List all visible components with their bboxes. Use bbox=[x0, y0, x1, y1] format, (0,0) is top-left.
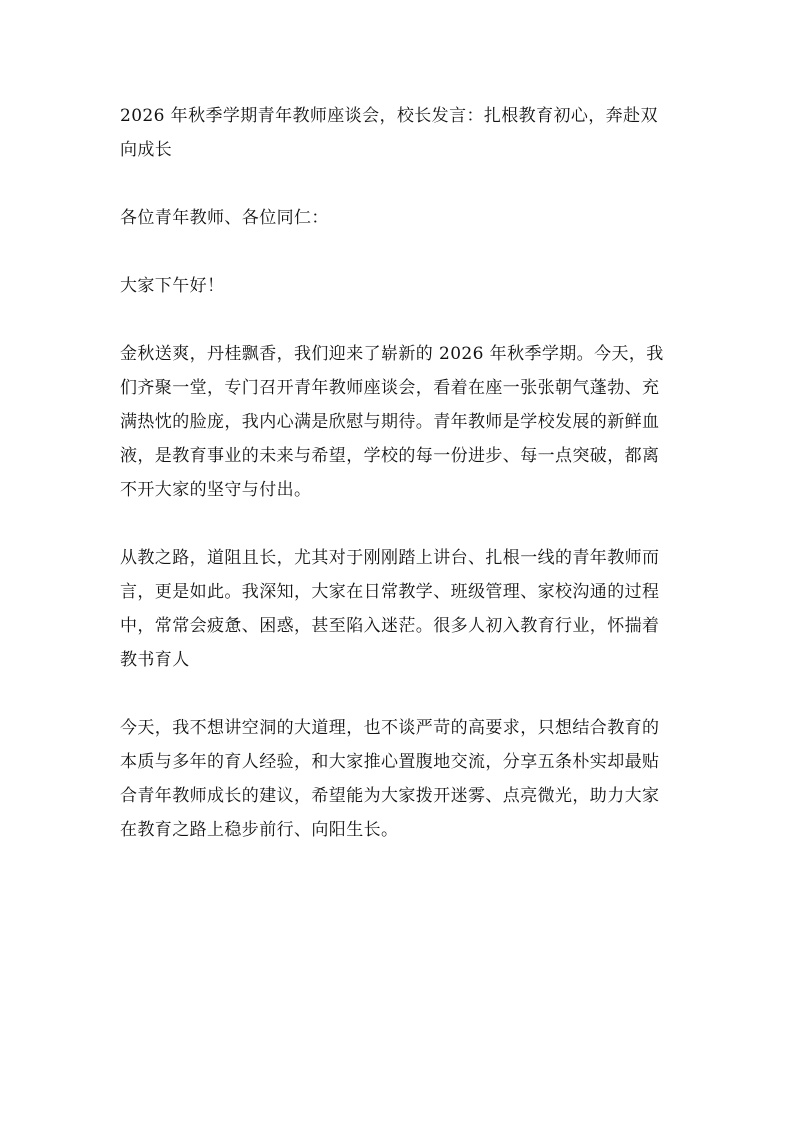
greeting: 大家下午好！ bbox=[120, 276, 225, 296]
paragraph: 今天，我不想讲空洞的大道理，也不谈严苛的高要求，只想结合教育的本质与多年的育人经验，和大家推心置腹地交流，分享五条朴实却最贴合青年教师成长的建议，希望能为大家拨开迷雾、点亮微光，助力大家在教育之路上稳步前行、向阳生长。 bbox=[120, 718, 660, 840]
paragraph: 金秋送爽，丹桂飘香，我们迎来了崭新的 2026 年秋季学期。今天，我们齐聚一堂，专门召开青年教师座谈会，看着在座一张张朝气蓬勃、充满热忱的脸庞，我内心满是欣慰与期待。青年教师是学校发展的新鲜血液，是教育事业的未来与希望，学校的每一份进步、每一点突破，都离不开大家的坚守与付出。 bbox=[120, 344, 664, 500]
document-page bbox=[120, 99, 673, 847]
salutation: 各位青年教师、各位同仁： bbox=[120, 208, 329, 228]
document-title: 2026 年秋季学期青年教师座谈会，校长发言：扎根教育初心，奔赴双向成长 bbox=[120, 106, 658, 160]
paragraph: 从教之路，道阻且长，尤其对于刚刚踏上讲台、扎根一线的青年教师而言，更是如此。我深知，大家在日常教学、班级管理、家校沟通的过程中，常常会疲惫、困惑，甚至陷入迷茫。很多人初入教育行业，怀揣着教书育人 bbox=[120, 548, 660, 670]
